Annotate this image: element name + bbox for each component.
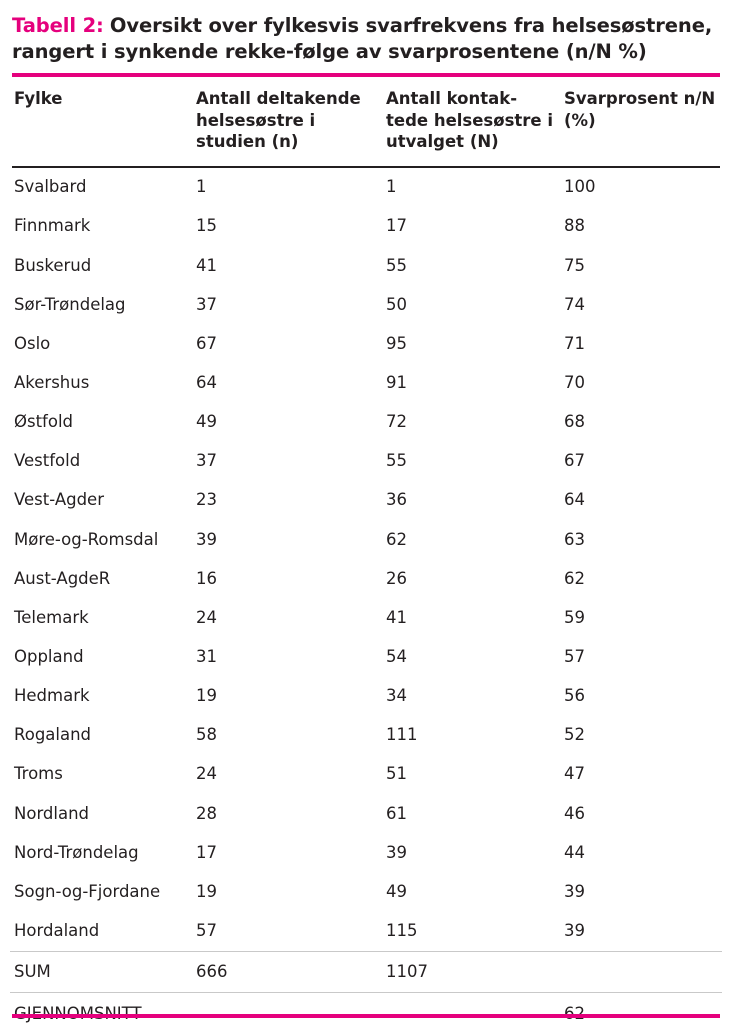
- table-row: [10, 207, 722, 246]
- cell-fylke: Vest-Agder: [14, 490, 104, 510]
- cell-svarprosent: 59: [564, 607, 585, 627]
- table-row: [10, 520, 722, 559]
- caption-text: Oversikt over fylkesvis svarfrekvens fra helsesøstrene, rangert i synkende rekke-følge av svarprosentene (n/N %): [12, 14, 713, 63]
- cell-fylke: Akershus: [14, 372, 90, 392]
- table-header-row: [10, 77, 722, 165]
- cell-deltakende: 49: [196, 412, 217, 432]
- cell-deltakende: 67: [196, 333, 217, 353]
- table-row: [10, 285, 722, 324]
- cell-kontaktede: 61: [386, 803, 407, 823]
- table-row: [10, 755, 722, 794]
- survey-response-table: [10, 77, 722, 1032]
- cell-sum-deltakende: 666: [196, 961, 228, 981]
- cell-svarprosent: 52: [564, 725, 585, 745]
- column-header-deltakende: Antall deltakende helsesøstre i studien (n): [196, 89, 361, 152]
- cell-deltakende: 64: [196, 372, 217, 392]
- cell-svarprosent: 70: [564, 372, 585, 392]
- cell-kontaktede: 62: [386, 529, 407, 549]
- cell-svarprosent: 44: [564, 842, 585, 862]
- cell-svarprosent: 46: [564, 803, 585, 823]
- cell-kontaktede: 111: [386, 725, 418, 745]
- cell-fylke: Sør-Trøndelag: [14, 294, 126, 314]
- cell-average-kontaktede: [382, 993, 560, 1033]
- cell-sum-label: SUM: [14, 961, 51, 981]
- cell-average-svarprosent: [560, 993, 722, 1033]
- table-body: [10, 168, 722, 1033]
- cell-deltakende: 41: [196, 255, 217, 275]
- table-row: [10, 168, 722, 207]
- cell-svarprosent: 57: [564, 646, 585, 666]
- cell-deltakende: 15: [196, 216, 217, 236]
- cell-svarprosent: 100: [564, 177, 596, 197]
- cell-kontaktede: 49: [386, 881, 407, 901]
- cell-kontaktede: 72: [386, 412, 407, 432]
- cell-deltakende: 58: [196, 725, 217, 745]
- cell-fylke: Aust-AgdeR: [14, 568, 111, 588]
- cell-kontaktede: 55: [386, 451, 407, 471]
- cell-deltakende: 1: [196, 177, 207, 197]
- cell-deltakende: 23: [196, 490, 217, 510]
- table-row: [10, 872, 722, 911]
- column-header-svarprosent: Svarprosent n/N (%): [564, 89, 716, 130]
- cell-fylke: Sogn-og-Fjordane: [14, 881, 161, 901]
- table-row: [10, 559, 722, 598]
- cell-fylke: Svalbard: [14, 177, 87, 197]
- cell-deltakende: 24: [196, 607, 217, 627]
- cell-svarprosent: 74: [564, 294, 585, 314]
- cell-deltakende: 39: [196, 529, 217, 549]
- cell-svarprosent: 62: [564, 568, 585, 588]
- cell-deltakende: 24: [196, 764, 217, 784]
- cell-fylke: Hordaland: [14, 920, 100, 940]
- cell-kontaktede: 36: [386, 490, 407, 510]
- cell-fylke: Hedmark: [14, 686, 90, 706]
- bottom-accent-rule: [12, 1014, 720, 1018]
- cell-deltakende: 37: [196, 451, 217, 471]
- cell-kontaktede: 39: [386, 842, 407, 862]
- cell-kontaktede: 51: [386, 764, 407, 784]
- cell-kontaktede: 55: [386, 255, 407, 275]
- cell-fylke: Telemark: [14, 607, 89, 627]
- cell-deltakende: 28: [196, 803, 217, 823]
- table-row: [10, 442, 722, 481]
- table-row: [10, 833, 722, 872]
- cell-kontaktede: 34: [386, 686, 407, 706]
- table-row-sum: [10, 952, 722, 992]
- table-row: [10, 716, 722, 755]
- table-row: [10, 403, 722, 442]
- cell-svarprosent: 71: [564, 333, 585, 353]
- cell-kontaktede: 17: [386, 216, 407, 236]
- table-caption: [10, 0, 722, 73]
- table-row: [10, 794, 722, 833]
- table-row: [10, 677, 722, 716]
- table-row: [10, 637, 722, 676]
- cell-svarprosent: 39: [564, 881, 585, 901]
- cell-kontaktede: 26: [386, 568, 407, 588]
- caption-label: Tabell 2:: [12, 14, 104, 37]
- cell-fylke: Nord-Trøndelag: [14, 842, 139, 862]
- cell-fylke: Buskerud: [14, 255, 92, 275]
- cell-svarprosent: 68: [564, 412, 585, 432]
- cell-svarprosent: 88: [564, 216, 585, 236]
- table-row: [10, 598, 722, 637]
- cell-svarprosent: 39: [564, 920, 585, 940]
- cell-fylke: Østfold: [14, 412, 74, 432]
- cell-fylke: Møre-og-Romsdal: [14, 529, 159, 549]
- table-row: [10, 911, 722, 950]
- cell-fylke: Vestfold: [14, 451, 81, 471]
- cell-fylke: Oppland: [14, 646, 84, 666]
- cell-svarprosent: 56: [564, 686, 585, 706]
- cell-svarprosent: 75: [564, 255, 585, 275]
- cell-kontaktede: 54: [386, 646, 407, 666]
- cell-deltakende: 57: [196, 920, 217, 940]
- cell-svarprosent: 47: [564, 764, 585, 784]
- cell-svarprosent: 67: [564, 451, 585, 471]
- cell-kontaktede: 91: [386, 372, 407, 392]
- table-row: [10, 246, 722, 285]
- cell-kontaktede: 115: [386, 920, 418, 940]
- cell-kontaktede: 41: [386, 607, 407, 627]
- cell-fylke: Oslo: [14, 333, 51, 353]
- column-header-fylke: Fylke: [14, 89, 63, 109]
- cell-deltakende: 31: [196, 646, 217, 666]
- cell-average-deltakende: [192, 993, 382, 1033]
- cell-kontaktede: 95: [386, 333, 407, 353]
- cell-fylke: Finnmark: [14, 216, 91, 236]
- cell-deltakende: 16: [196, 568, 217, 588]
- table-header: [10, 77, 722, 167]
- cell-kontaktede: 1: [386, 177, 397, 197]
- cell-svarprosent: 63: [564, 529, 585, 549]
- cell-fylke: Nordland: [14, 803, 90, 823]
- cell-kontaktede: 50: [386, 294, 407, 314]
- cell-average-label: [10, 993, 192, 1033]
- cell-deltakende: 19: [196, 686, 217, 706]
- cell-sum-kontaktede: 1107: [386, 961, 428, 981]
- cell-deltakende: 17: [196, 842, 217, 862]
- column-header-kontaktede: Antall kontak-tede helsesøstre i utvalget (N): [386, 89, 554, 152]
- cell-sum-svarprosent: [560, 952, 722, 992]
- cell-svarprosent: 64: [564, 490, 585, 510]
- table-row: [10, 324, 722, 363]
- table-row-average: [10, 993, 722, 1033]
- cell-fylke: Troms: [14, 764, 63, 784]
- table-row: [10, 481, 722, 520]
- cell-deltakende: 19: [196, 881, 217, 901]
- cell-deltakende: 37: [196, 294, 217, 314]
- cell-fylke: Rogaland: [14, 725, 92, 745]
- table-row: [10, 363, 722, 402]
